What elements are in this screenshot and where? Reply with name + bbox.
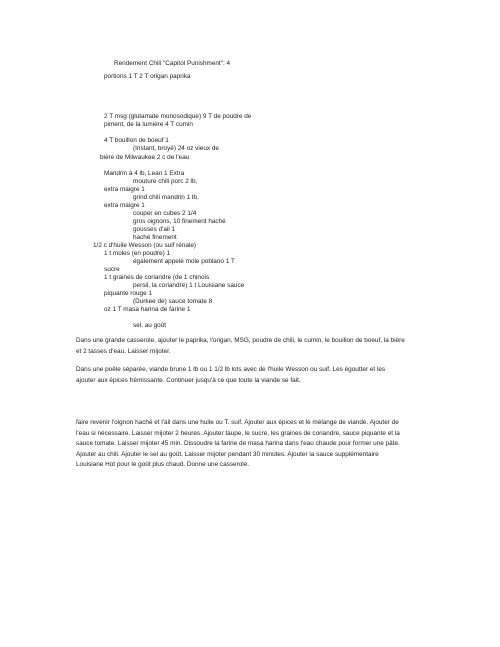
instruction-paragraph: faire revenir l'oignon haché et l'ail dans une huile ou T. suif. Ajouter aux épices et le mélange de viande. Ajouter de l'eau si nécessaire. Laisser mijoter 2 heures. Ajouter taupe, le sucre, les graines de coriandre, sauce piquante et la sauce tomate. Laisser mijoter 45 min. Dissoudre la farine de masa harina dans l'eau chaude pour former une pâte. Ajouter au chili. Ajouter le sel au goût. Laisser mijoter pendant 30 minutes. Ajouter la sauce supplémentaire Louisiane Hot pour le goût plus chaud. Donne une casserole. [76,419,400,468]
ingredient-line: couper en cubes 2 1/4 [133,210,197,217]
ingredient-line: piment, de la lumière 4 T cumin [104,121,193,128]
ingredient-line: gousses d'ail 1 [133,226,176,233]
instruction-paragraph: Dans une grande casserole, ajouter le paprika, l'origan, MSG, poudre de chili, le cumin, le bouillon de boeuf, la bière et 2 tasses d'eau. Laisser mijoter. [76,337,405,355]
ingredient-line: extra maigre 1 [104,202,145,209]
ingredient-line: extra maigre 1 [104,186,145,193]
ingredient-line: grind chili mandrin 1 lb, [133,194,199,201]
ingredient-line: 1 t moles (en poudre) 1 [104,250,171,257]
ingredient-line: persil, la coriandre) 1 t Louisiane sauce [133,282,245,289]
ingredient-line: mouture chili porc 2 lb, [133,178,198,185]
ingredient-line: haché finement [133,234,177,241]
ingredient-line: portions 1 T 2 T origan paprika [104,73,191,80]
ingredient-line: 1 t graines de coriandre (de 1 chinois [104,274,210,281]
ingredient-line: oz 1 T masa harina de farine 1 [104,306,191,313]
ingredient-line: gros oignons, 10 finement haché [133,218,226,225]
ingredient-line: 2 T msg (glutamate monosodique) 9 T de poudre de [104,113,252,120]
ingredient-line: 4 T bouillon de boeuf 1 [104,137,169,144]
ingredient-line: 1/2 c d'huile Wesson (ou suif rénale) [93,242,197,249]
ingredient-line: également appelé mole poblano 1 T [133,258,235,265]
instruction-paragraph: Dans une poêle séparée, viande brune 1 lb ou 1 1/2 lb lots avec de l'huile Wesson ou suif. Les égoutter et les ajouter aux épices frémissante. Continuer jusqu'à ce que toute la viande se fait. [76,366,386,384]
recipe-title: Rendement Chili "Capitol Punishment": 4 [114,60,231,67]
ingredient-line: Mandrin à 4 lb, Lean 1 Extra [104,170,185,177]
ingredient-line: sel, au goût [133,322,167,329]
ingredient-line: (Durkee de) sauce tomate 8 [133,298,213,305]
ingredient-line: piquante rouge 1 [104,290,152,297]
ingredient-line: sucre [104,266,120,273]
ingredient-line: bière de Milwaukee 2 c de l'eau [100,154,190,161]
ingredient-line: (Instant, broyé) 24 oz vieux de [133,145,219,152]
